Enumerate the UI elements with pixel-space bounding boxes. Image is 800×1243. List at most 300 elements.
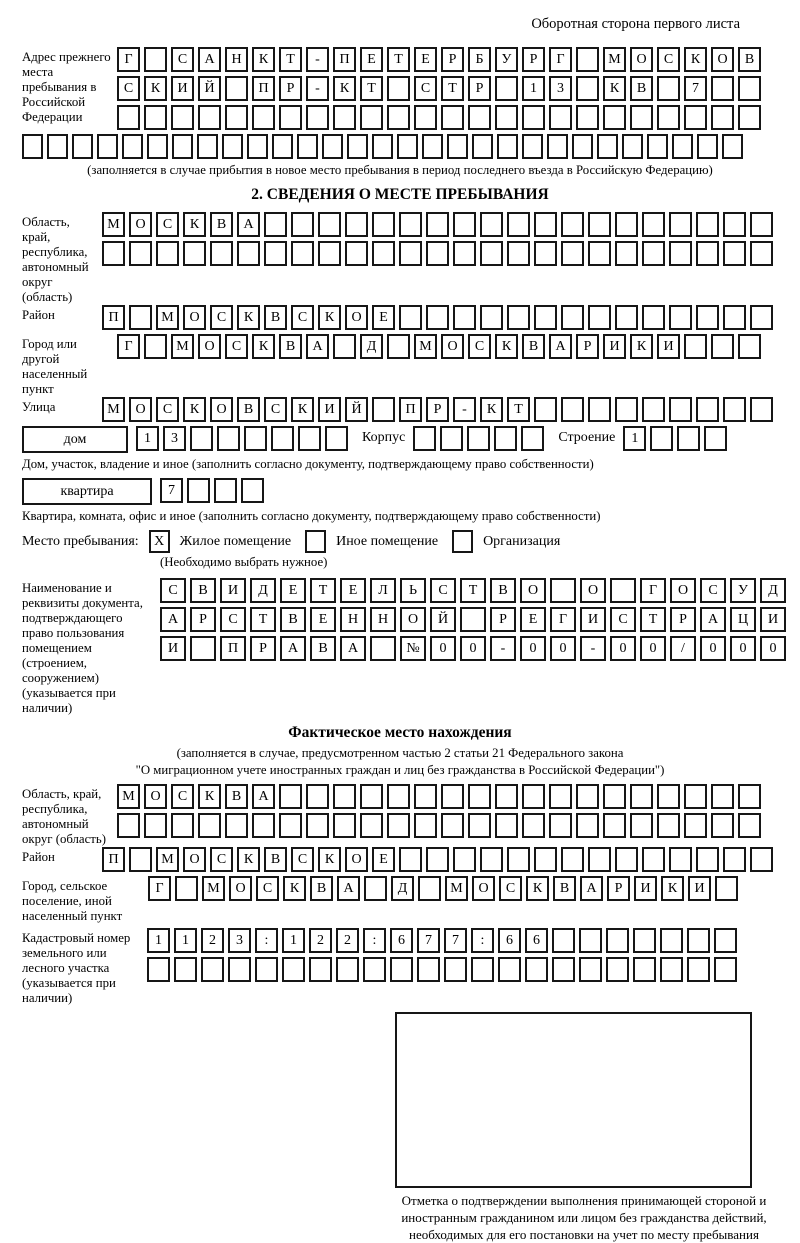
- char-cell: [552, 928, 575, 953]
- char-cell: Г: [117, 47, 140, 72]
- char-cell: [615, 397, 638, 422]
- char-cell: [633, 957, 656, 982]
- char-cell: [279, 784, 302, 809]
- char-cell: [117, 813, 140, 838]
- char-cell: Т: [460, 578, 486, 603]
- char-cell: [387, 105, 410, 130]
- char-cell: Т: [640, 607, 666, 632]
- char-cell: [738, 813, 761, 838]
- char-cell: 2: [201, 928, 224, 953]
- char-cell: О: [198, 334, 221, 359]
- char-cell: [364, 876, 387, 901]
- house-number-cells: [136, 426, 352, 451]
- char-cell: [576, 76, 599, 101]
- char-row: [117, 105, 765, 130]
- char-cell: К: [495, 334, 518, 359]
- char-cell: [588, 241, 611, 266]
- char-cell: 2: [336, 928, 359, 953]
- char-cell: [390, 957, 413, 982]
- char-cell: [347, 134, 368, 159]
- char-cell: [576, 813, 599, 838]
- char-cell: [696, 397, 719, 422]
- char-cell: [687, 957, 710, 982]
- char-cell: Р: [426, 397, 449, 422]
- char-cell: [201, 957, 224, 982]
- char-cell: [750, 397, 773, 422]
- korpus-label: Корпус: [362, 430, 406, 445]
- prev-address-grid: [117, 47, 765, 134]
- char-cell: [561, 305, 584, 330]
- char-cell: [171, 813, 194, 838]
- apartment-note: Квартира, комната, офис и иное (заполнить согласно документу, подтверждающему право собственности): [22, 509, 601, 523]
- char-cell: И: [688, 876, 711, 901]
- char-cell: Т: [507, 397, 530, 422]
- char-cell: [588, 847, 611, 872]
- char-cell: Р: [441, 47, 464, 72]
- page-side-note: Оборотная сторона первого листа: [531, 16, 740, 32]
- char-cell: [413, 426, 436, 451]
- char-cell: [669, 305, 692, 330]
- char-cell: И: [580, 607, 606, 632]
- document-block: [22, 578, 778, 716]
- char-cell: И: [760, 607, 786, 632]
- char-cell: [336, 957, 359, 982]
- char-cell: [441, 105, 464, 130]
- char-cell: [549, 813, 572, 838]
- char-cell: Р: [190, 607, 216, 632]
- char-cell: О: [441, 334, 464, 359]
- char-cell: С: [414, 76, 437, 101]
- char-cell: М: [156, 847, 179, 872]
- char-cell: [534, 241, 557, 266]
- char-cell: П: [399, 397, 422, 422]
- char-cell: [172, 134, 193, 159]
- char-cell: [561, 212, 584, 237]
- char-cell: А: [580, 876, 603, 901]
- char-cell: О: [229, 876, 252, 901]
- char-cell: [588, 212, 611, 237]
- char-cell: [387, 76, 410, 101]
- char-cell: Р: [468, 76, 491, 101]
- char-cell: [144, 105, 167, 130]
- char-cell: К: [237, 847, 260, 872]
- char-cell: Г: [117, 334, 140, 359]
- city-label: Город или другой населенный пункт: [22, 337, 88, 396]
- char-cell: [144, 813, 167, 838]
- char-cell: Р: [522, 47, 545, 72]
- char-cell: Е: [310, 607, 336, 632]
- char-cell: [534, 212, 557, 237]
- char-cell: [579, 957, 602, 982]
- char-cell: О: [144, 784, 167, 809]
- char-cell: [47, 134, 68, 159]
- char-cell: Й: [430, 607, 456, 632]
- char-cell: [117, 105, 140, 130]
- char-cell: К: [318, 847, 341, 872]
- char-cell: [345, 241, 368, 266]
- char-cell: [579, 928, 602, 953]
- char-cell: [750, 241, 773, 266]
- char-cell: В: [190, 578, 216, 603]
- char-cell: [630, 784, 653, 809]
- char-cell: [291, 241, 314, 266]
- char-cell: [657, 105, 680, 130]
- actual-region-block: [22, 784, 778, 847]
- char-cell: [561, 847, 584, 872]
- char-cell: К: [198, 784, 221, 809]
- char-cell: [363, 957, 386, 982]
- char-row: [117, 334, 765, 359]
- char-cell: [677, 426, 700, 451]
- char-cell: [318, 212, 341, 237]
- char-cell: Д: [250, 578, 276, 603]
- char-cell: Й: [198, 76, 221, 101]
- char-cell: [129, 241, 152, 266]
- char-cell: [684, 105, 707, 130]
- char-row: [160, 578, 790, 603]
- char-cell: [672, 134, 693, 159]
- char-cell: [426, 305, 449, 330]
- char-cell: [440, 426, 463, 451]
- char-cell: [669, 397, 692, 422]
- char-cell: Р: [576, 334, 599, 359]
- char-cell: 7: [417, 928, 440, 953]
- char-cell: М: [171, 334, 194, 359]
- region-grid: [102, 212, 777, 270]
- actual-location-note1: (заполняется в случае, предусмотренном частью 2 статьи 21 Федерального закона: [176, 746, 624, 760]
- char-cell: М: [102, 397, 125, 422]
- char-cell: /: [670, 636, 696, 661]
- char-cell: [325, 426, 348, 451]
- char-cell: [279, 105, 302, 130]
- char-cell: К: [183, 397, 206, 422]
- char-cell: [750, 847, 773, 872]
- stamp-box: [395, 1012, 752, 1188]
- checkbox-zhiloe: X: [149, 530, 170, 553]
- char-cell: [187, 478, 210, 503]
- house-note: Дом, участок, владение и иное (заполнить согласно документу, подтверждающему право собственности): [22, 457, 594, 471]
- char-cell: [453, 305, 476, 330]
- char-cell: [453, 212, 476, 237]
- char-cell: [660, 928, 683, 953]
- char-cell: [333, 784, 356, 809]
- char-cell: -: [580, 636, 606, 661]
- option-zhiloe-label: Жилое помещение: [179, 533, 292, 549]
- char-cell: [696, 305, 719, 330]
- char-cell: [255, 957, 278, 982]
- char-cell: [615, 241, 638, 266]
- char-cell: О: [345, 847, 368, 872]
- char-cell: У: [730, 578, 756, 603]
- char-cell: [588, 305, 611, 330]
- char-cell: [552, 957, 575, 982]
- char-cell: [696, 212, 719, 237]
- char-cell: В: [280, 607, 306, 632]
- char-row: [147, 957, 741, 982]
- char-cell: Ц: [730, 607, 756, 632]
- char-cell: М: [102, 212, 125, 237]
- char-cell: К: [283, 876, 306, 901]
- char-cell: [156, 241, 179, 266]
- char-cell: [129, 305, 152, 330]
- char-cell: [444, 957, 467, 982]
- char-cell: [642, 847, 665, 872]
- char-cell: Б: [468, 47, 491, 72]
- char-row: [160, 636, 790, 661]
- char-cell: 0: [430, 636, 456, 661]
- stroenie-cells: [623, 426, 731, 451]
- char-cell: [318, 241, 341, 266]
- char-cell: Е: [414, 47, 437, 72]
- char-cell: -: [306, 47, 329, 72]
- char-row: [102, 212, 777, 237]
- char-cell: С: [610, 607, 636, 632]
- char-cell: М: [445, 876, 468, 901]
- char-cell: [495, 784, 518, 809]
- actual-district-block: [22, 847, 778, 876]
- char-cell: [102, 241, 125, 266]
- char-cell: С: [291, 305, 314, 330]
- char-cell: [630, 813, 653, 838]
- char-cell: [97, 134, 118, 159]
- char-cell: [507, 212, 530, 237]
- char-cell: В: [210, 212, 233, 237]
- char-cell: [615, 212, 638, 237]
- char-cell: 7: [684, 76, 707, 101]
- char-cell: И: [171, 76, 194, 101]
- char-cell: [603, 813, 626, 838]
- char-cell: А: [198, 47, 221, 72]
- char-cell: П: [102, 305, 125, 330]
- char-cell: [657, 784, 680, 809]
- char-cell: К: [144, 76, 167, 101]
- char-cell: [714, 957, 737, 982]
- char-cell: [372, 134, 393, 159]
- char-cell: М: [202, 876, 225, 901]
- apartment-box-label: квартира: [22, 478, 152, 505]
- char-cell: [522, 105, 545, 130]
- char-cell: [576, 784, 599, 809]
- char-row: [160, 607, 790, 632]
- char-cell: 0: [640, 636, 666, 661]
- char-cell: [225, 76, 248, 101]
- char-cell: С: [156, 212, 179, 237]
- char-cell: С: [700, 578, 726, 603]
- char-cell: [252, 105, 275, 130]
- char-cell: [610, 578, 636, 603]
- char-cell: В: [310, 636, 336, 661]
- char-cell: Н: [225, 47, 248, 72]
- char-cell: П: [252, 76, 275, 101]
- house-box-label: дом: [22, 426, 128, 453]
- char-cell: 0: [700, 636, 726, 661]
- char-cell: [507, 241, 530, 266]
- char-cell: [495, 105, 518, 130]
- char-cell: С: [210, 847, 233, 872]
- char-cell: В: [310, 876, 333, 901]
- char-cell: К: [684, 47, 707, 72]
- korpus-cells: [413, 426, 548, 451]
- char-cell: В: [490, 578, 516, 603]
- char-cell: К: [603, 76, 626, 101]
- char-cell: В: [225, 784, 248, 809]
- char-cell: К: [630, 334, 653, 359]
- option-inoe-label: Иное помещение: [336, 533, 439, 549]
- char-cell: [633, 928, 656, 953]
- char-cell: 0: [730, 636, 756, 661]
- char-cell: [414, 784, 437, 809]
- char-cell: [622, 134, 643, 159]
- char-cell: [183, 241, 206, 266]
- char-cell: К: [252, 47, 275, 72]
- char-row: [117, 76, 765, 101]
- char-cell: [738, 76, 761, 101]
- char-cell: [534, 305, 557, 330]
- char-cell: С: [256, 876, 279, 901]
- char-cell: С: [160, 578, 186, 603]
- char-cell: Т: [279, 47, 302, 72]
- char-cell: Р: [607, 876, 630, 901]
- char-cell: :: [363, 928, 386, 953]
- char-cell: [723, 305, 746, 330]
- stay-type-row: [22, 530, 778, 553]
- char-cell: [144, 47, 167, 72]
- char-cell: А: [237, 212, 260, 237]
- city-block: [22, 334, 778, 397]
- char-cell: [606, 957, 629, 982]
- char-cell: 1: [136, 426, 159, 451]
- char-cell: [684, 334, 707, 359]
- char-cell: О: [183, 847, 206, 872]
- char-cell: И: [603, 334, 626, 359]
- char-cell: Е: [280, 578, 306, 603]
- char-cell: [684, 784, 707, 809]
- char-cell: Е: [372, 847, 395, 872]
- char-cell: Т: [310, 578, 336, 603]
- char-cell: С: [225, 334, 248, 359]
- char-cell: В: [264, 847, 287, 872]
- char-row: [117, 47, 765, 72]
- char-cell: С: [468, 334, 491, 359]
- char-cell: №: [400, 636, 426, 661]
- char-cell: [495, 76, 518, 101]
- cadastral-block: [22, 928, 778, 1006]
- char-cell: [272, 134, 293, 159]
- char-cell: [669, 212, 692, 237]
- char-cell: [237, 241, 260, 266]
- char-cell: [360, 784, 383, 809]
- char-cell: [252, 813, 275, 838]
- char-cell: [534, 847, 557, 872]
- char-cell: [684, 813, 707, 838]
- actual-city-label: Город, сельское поселение, иной населенный пункт: [22, 879, 123, 923]
- char-cell: Е: [360, 47, 383, 72]
- char-cell: О: [630, 47, 653, 72]
- char-cell: [271, 426, 294, 451]
- char-cell: 1: [147, 928, 170, 953]
- char-cell: С: [499, 876, 522, 901]
- char-cell: С: [657, 47, 680, 72]
- char-cell: С: [117, 76, 140, 101]
- actual-region-grid: [117, 784, 765, 842]
- char-cell: :: [471, 928, 494, 953]
- char-cell: Д: [360, 334, 383, 359]
- char-cell: [738, 784, 761, 809]
- char-cell: 7: [160, 478, 183, 503]
- char-cell: [190, 426, 213, 451]
- char-cell: П: [220, 636, 246, 661]
- char-cell: [144, 334, 167, 359]
- char-cell: [175, 876, 198, 901]
- char-cell: И: [634, 876, 657, 901]
- char-cell: И: [160, 636, 186, 661]
- char-cell: [198, 813, 221, 838]
- char-cell: Т: [250, 607, 276, 632]
- char-cell: Д: [760, 578, 786, 603]
- char-cell: [547, 134, 568, 159]
- char-cell: Р: [670, 607, 696, 632]
- char-cell: [723, 241, 746, 266]
- char-cell: О: [400, 607, 426, 632]
- char-cell: [750, 305, 773, 330]
- street-label: Улица: [22, 400, 56, 414]
- char-cell: О: [472, 876, 495, 901]
- char-cell: Н: [340, 607, 366, 632]
- char-cell: [603, 784, 626, 809]
- char-cell: [460, 607, 486, 632]
- char-cell: [399, 241, 422, 266]
- char-cell: [603, 105, 626, 130]
- char-cell: [497, 134, 518, 159]
- char-cell: [264, 241, 287, 266]
- char-cell: [264, 212, 287, 237]
- char-cell: С: [264, 397, 287, 422]
- char-cell: [198, 105, 221, 130]
- district-label: Район: [22, 308, 55, 322]
- char-cell: [174, 957, 197, 982]
- char-cell: Д: [391, 876, 414, 901]
- char-cell: [507, 847, 530, 872]
- char-cell: В: [237, 397, 260, 422]
- char-cell: [522, 134, 543, 159]
- char-cell: К: [291, 397, 314, 422]
- char-cell: [147, 957, 170, 982]
- char-cell: [387, 784, 410, 809]
- char-cell: [657, 76, 680, 101]
- char-cell: 1: [174, 928, 197, 953]
- char-cell: [468, 784, 491, 809]
- char-cell: [210, 241, 233, 266]
- char-cell: 1: [522, 76, 545, 101]
- char-cell: [414, 813, 437, 838]
- char-cell: Т: [387, 47, 410, 72]
- char-cell: [697, 134, 718, 159]
- char-cell: О: [129, 397, 152, 422]
- char-cell: [228, 957, 251, 982]
- char-cell: [630, 105, 653, 130]
- char-cell: М: [414, 334, 437, 359]
- char-cell: К: [183, 212, 206, 237]
- char-cell: С: [430, 578, 456, 603]
- char-cell: [657, 813, 680, 838]
- char-cell: В: [738, 47, 761, 72]
- char-cell: Г: [640, 578, 666, 603]
- char-cell: [660, 957, 683, 982]
- char-cell: [282, 957, 305, 982]
- char-cell: П: [333, 47, 356, 72]
- char-cell: В: [553, 876, 576, 901]
- char-cell: Г: [549, 47, 572, 72]
